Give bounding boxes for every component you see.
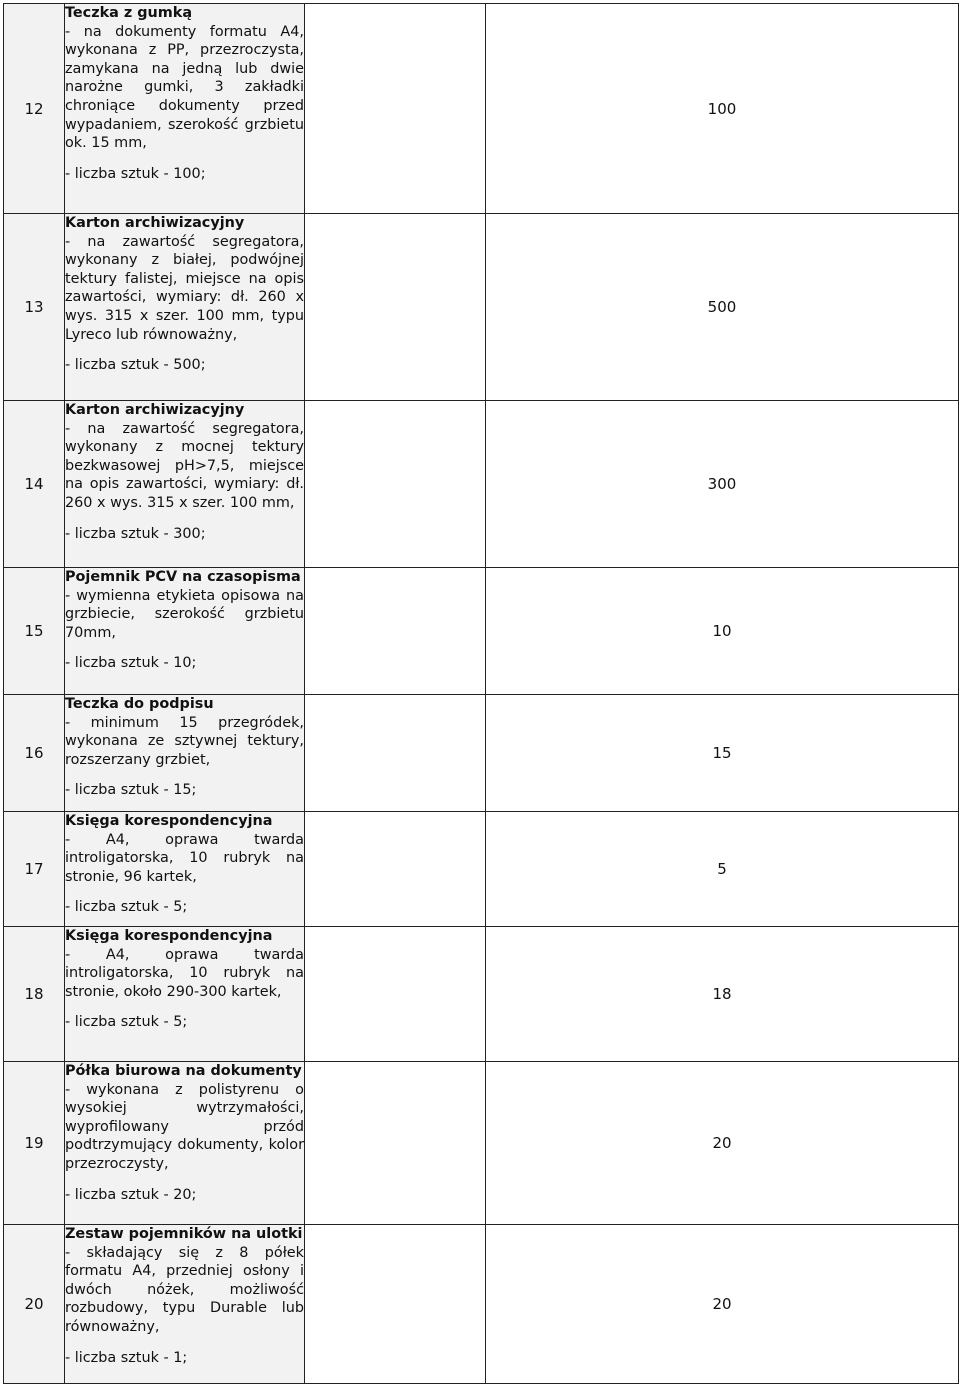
table-row xyxy=(4,4,959,214)
table-row xyxy=(4,214,959,401)
quantity-cell: 300 xyxy=(486,401,959,568)
empty-cell xyxy=(305,1062,486,1225)
table-row xyxy=(4,927,959,1062)
row-number: 17 xyxy=(4,812,65,927)
row-number: 15 xyxy=(4,568,65,695)
item-title: Półka biurowa na dokumenty xyxy=(65,1063,302,1079)
item-details: - A4, oprawa twarda introligatorska, 10 rubryk na stronie, około 290-300 kartek, xyxy=(65,946,304,1000)
quantity-cell: 20 xyxy=(486,1225,959,1384)
empty-cell xyxy=(305,927,486,1062)
quantity-cell: 20 xyxy=(486,1062,959,1225)
empty-cell xyxy=(305,401,486,568)
item-details: - składający się z 8 półek formatu A4, przedniej osłony i dwóch nóżek, możliwość rozbudowy, typu Durable lub równoważny, xyxy=(65,1244,304,1335)
quantity-cell: 10 xyxy=(486,568,959,695)
item-title: Karton archiwizacyjny xyxy=(65,402,245,418)
item-count: - liczba sztuk - 10; xyxy=(65,655,197,672)
item-description xyxy=(65,4,305,214)
table-row xyxy=(4,812,959,927)
quantity-cell: 500 xyxy=(486,214,959,401)
item-count: - liczba sztuk - 5; xyxy=(65,899,188,916)
item-title: Księga korespondencyjna xyxy=(65,928,273,944)
row-number: 18 xyxy=(4,927,65,1062)
item-description xyxy=(65,568,305,695)
row-number: 13 xyxy=(4,214,65,401)
quantity-cell: 5 xyxy=(486,812,959,927)
item-description xyxy=(65,927,305,1062)
item-description xyxy=(65,695,305,812)
empty-cell xyxy=(305,812,486,927)
product-specification-table xyxy=(3,3,959,1384)
item-title: Karton archiwizacyjny xyxy=(65,215,245,231)
empty-cell xyxy=(305,1225,486,1384)
item-description xyxy=(65,1225,305,1384)
item-count: - liczba sztuk - 500; xyxy=(65,357,206,374)
empty-cell xyxy=(305,568,486,695)
item-title: Księga korespondencyjna xyxy=(65,813,273,829)
item-count: - liczba sztuk - 1; xyxy=(65,1349,188,1366)
empty-cell xyxy=(305,695,486,812)
item-title: Teczka do podpisu xyxy=(65,696,214,712)
table-row xyxy=(4,695,959,812)
item-count: - liczba sztuk - 100; xyxy=(65,165,206,182)
table-row xyxy=(4,568,959,695)
item-details: - na dokumenty formatu A4, wykonana z PP, przezroczysta, zamykana na jedną lub dwie narożne gumki, 3 zakładki chroniące dokumenty przed wypadaniem, szerokość grzbietu ok. 15 mm, xyxy=(65,23,304,152)
item-description xyxy=(65,1062,305,1225)
quantity-cell: 18 xyxy=(486,927,959,1062)
item-description xyxy=(65,401,305,568)
item-count: - liczba sztuk - 300; xyxy=(65,525,206,542)
table-row xyxy=(4,1225,959,1384)
item-details: - wykonana z polistyrenu o wysokiej wytrzymałości, wyprofilowany przód podtrzymujący dokumenty, kolor przezroczysty, xyxy=(65,1081,304,1172)
item-details: - na zawartość segregatora, wykonany z mocnej tektury bezkwasowej pH>7,5, miejsce na opis zawartości, wymiary: dł. 260 x wys. 315 x szer. 100 mm, xyxy=(65,420,304,511)
row-number: 20 xyxy=(4,1225,65,1384)
table-row xyxy=(4,1062,959,1225)
item-details: - na zawartość segregatora, wykonany z białej, podwójnej tektury falistej, miejsce na opis zawartości, wymiary: dł. 260 x wys. 315 x szer. 100 mm, typu Lyreco lub równoważny, xyxy=(65,233,304,343)
row-number: 16 xyxy=(4,695,65,812)
row-number: 12 xyxy=(4,4,65,214)
item-count: - liczba sztuk - 20; xyxy=(65,1186,197,1203)
item-title: Pojemnik PCV na czasopisma xyxy=(65,569,301,585)
quantity-cell: 100 xyxy=(486,4,959,214)
item-details: - wymienna etykieta opisowa na grzbiecie, szerokość grzbietu 70mm, xyxy=(65,587,304,641)
item-details: - A4, oprawa twarda introligatorska, 10 rubryk na stronie, 96 kartek, xyxy=(65,831,304,885)
item-details: - minimum 15 przegródek, wykonana ze sztywnej tektury, rozszerzany grzbiet, xyxy=(65,714,304,768)
item-title: Teczka z gumką xyxy=(65,5,193,21)
empty-cell xyxy=(305,4,486,214)
quantity-cell: 15 xyxy=(486,695,959,812)
empty-cell xyxy=(305,214,486,401)
item-description xyxy=(65,214,305,401)
item-count: - liczba sztuk - 5; xyxy=(65,1014,188,1031)
row-number: 19 xyxy=(4,1062,65,1225)
item-description xyxy=(65,812,305,927)
table-row xyxy=(4,401,959,568)
item-count: - liczba sztuk - 15; xyxy=(65,782,197,799)
row-number: 14 xyxy=(4,401,65,568)
item-title: Zestaw pojemników na ulotki xyxy=(65,1226,303,1242)
